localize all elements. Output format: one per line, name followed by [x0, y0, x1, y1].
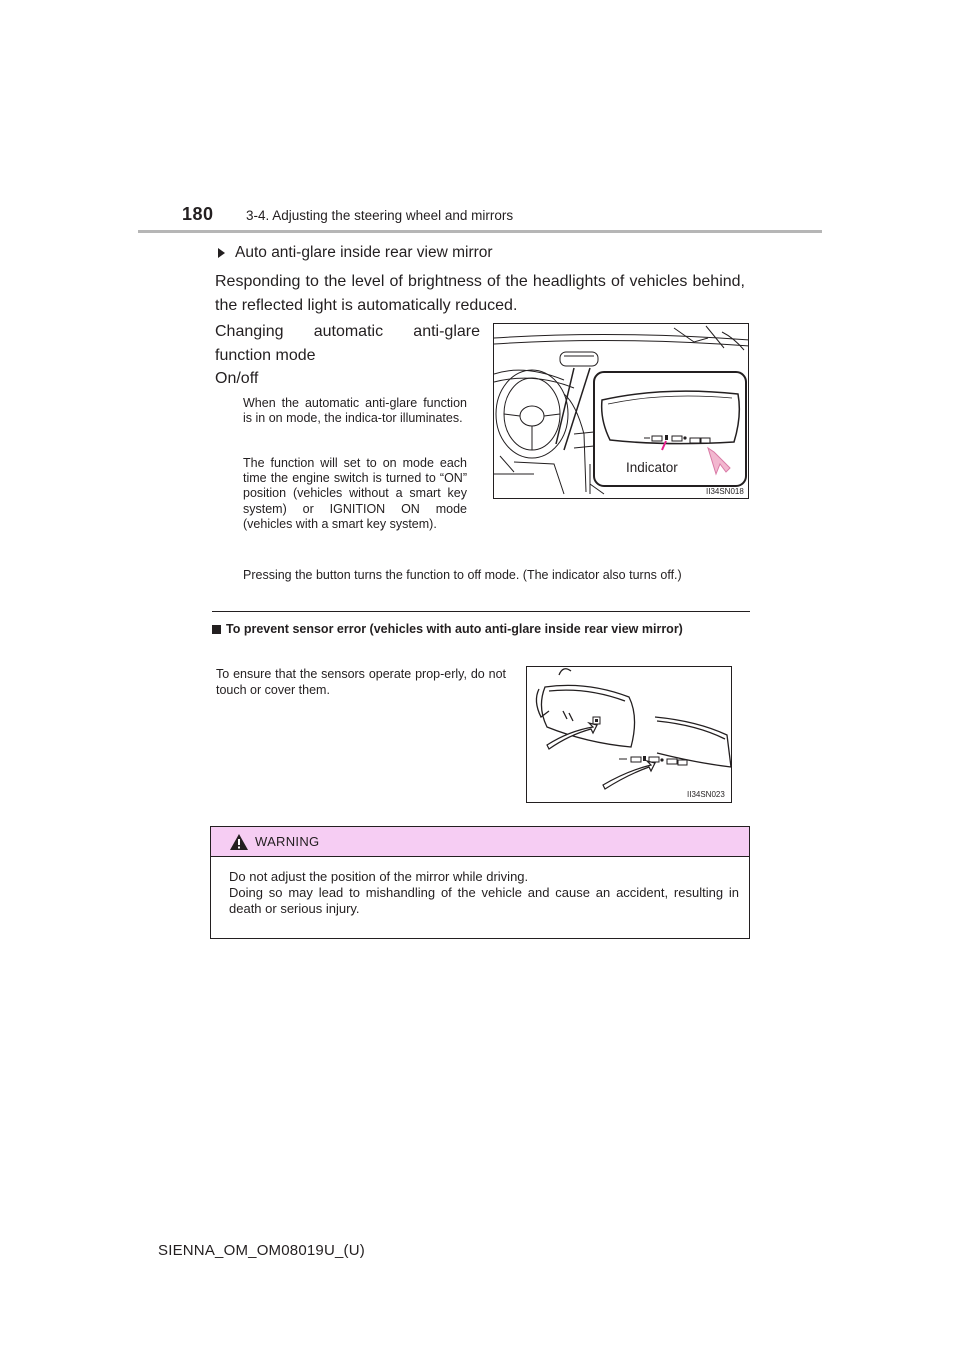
- header-rule: [138, 230, 822, 233]
- mirror-interior-illustration: [494, 324, 749, 499]
- warning-title: WARNING: [255, 834, 320, 849]
- engine-switch-note: The function will set to on mode each time the engine switch is turned to “ON” position (vehicles without a smart key system) or IGNITION ON mode (vehicles with a smart key system).: [243, 456, 467, 531]
- sensor-section-title: [212, 622, 748, 638]
- mirror-interior-figure: [493, 323, 749, 499]
- figure1-code: II34SN018: [706, 487, 744, 496]
- indicator-label: Indicator: [626, 460, 678, 475]
- onoff-label: On/off: [215, 370, 259, 387]
- footer-doc-id: SIENNA_OM_OM08019U_(U): [158, 1242, 365, 1259]
- bullet-title: [218, 244, 493, 262]
- warning-line-1: Do not adjust the position of the mirror while driving.: [229, 869, 529, 884]
- warning-triangle-icon: [229, 833, 249, 851]
- mirror-sensor-illustration: [527, 667, 732, 803]
- sensor-section-title-text: To prevent sensor error (vehicles with auto anti-glare inside rear view mirror): [226, 622, 683, 636]
- triangle-bullet-icon: [218, 248, 225, 258]
- page-number: 180: [182, 204, 214, 224]
- warning-line-2: Doing so may lead to mishandling of the vehicle and cause an accident, resulting in death or serious injury.: [229, 885, 739, 916]
- sensor-note: To ensure that the sensors operate prop-erly, do not touch or cover them.: [216, 667, 506, 697]
- button-note: Pressing the button turns the function to off mode. (The indicator also turns off.): [243, 568, 682, 582]
- intro-paragraph: Responding to the level of brightness of the headlights of vehicles behind, the reflected light is automatically reduced.: [215, 273, 745, 314]
- mirror-sensor-figure: [526, 666, 732, 803]
- bullet-title-text: Auto anti-glare inside rear view mirror: [235, 244, 493, 261]
- indicator-note: When the automatic anti-glare function is in on mode, the indica-tor illuminates.: [243, 396, 467, 426]
- figure2-code: II34SN023: [687, 790, 725, 799]
- warning-header: [211, 827, 749, 857]
- section-heading: 3-4. Adjusting the steering wheel and mirrors: [246, 208, 514, 223]
- warning-box: [210, 826, 750, 939]
- section-divider: [212, 611, 750, 612]
- warning-body: [211, 857, 749, 917]
- mode-subheading: Changing automatic anti-glare function mode: [215, 323, 480, 364]
- square-bullet-icon: [212, 625, 221, 634]
